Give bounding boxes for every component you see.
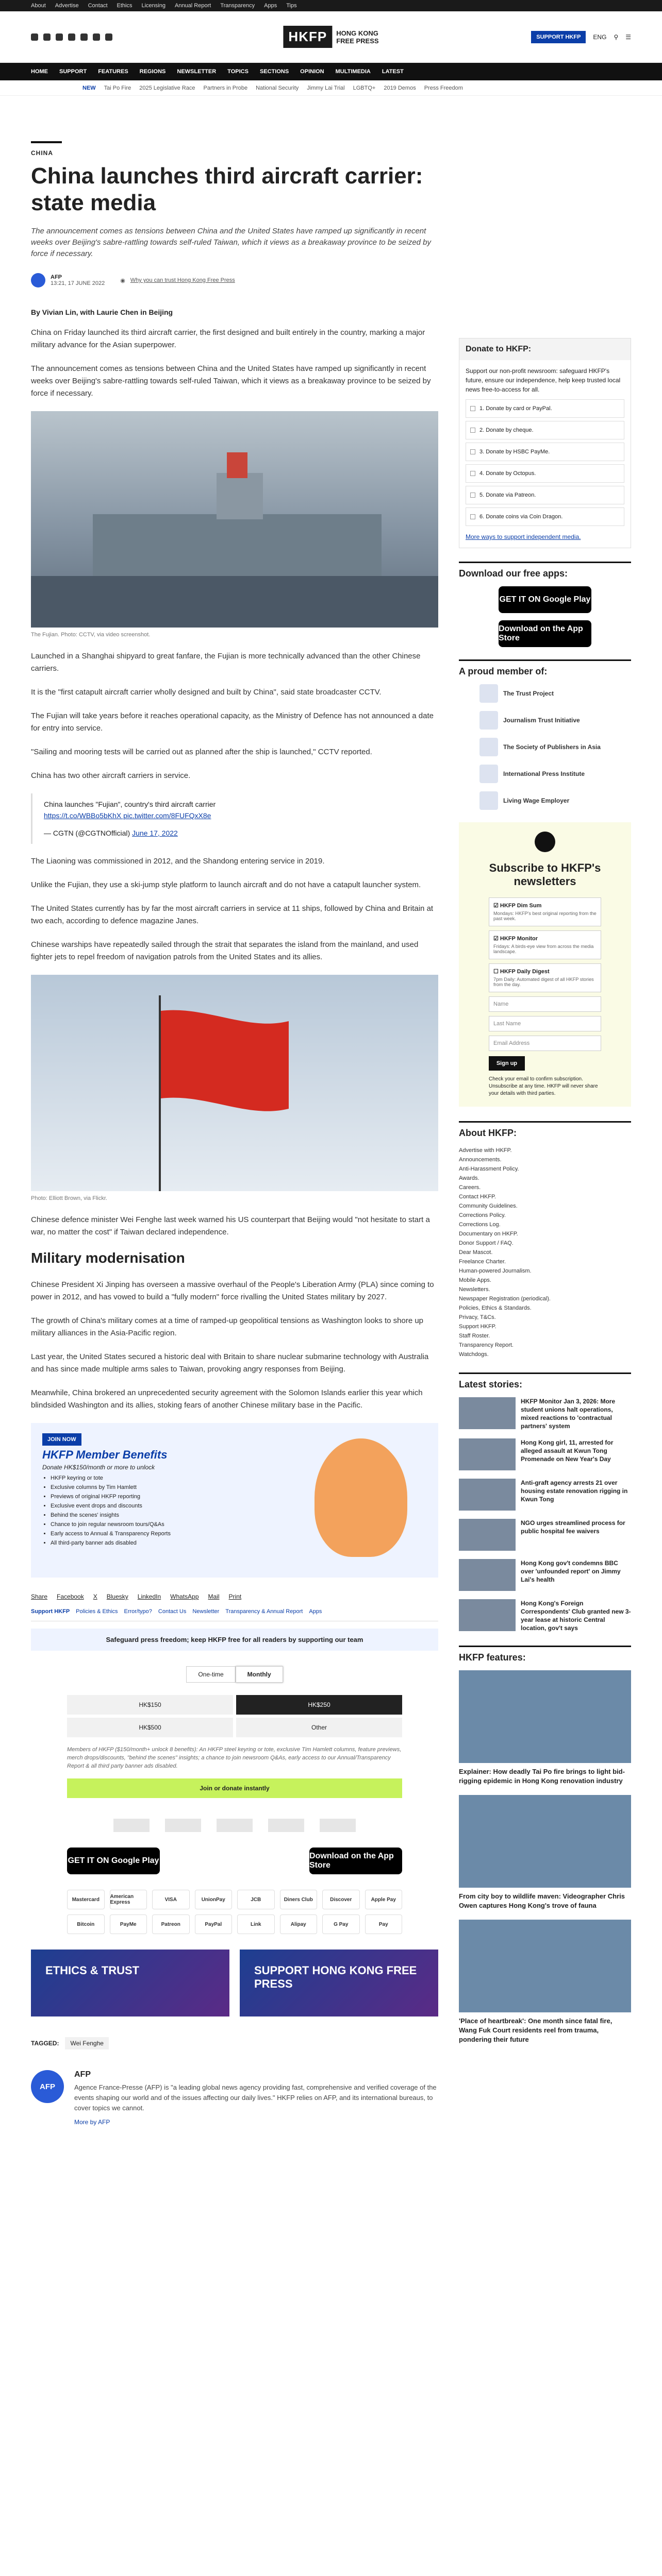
pay-icon: Pay — [365, 1914, 403, 1934]
sidebar — [459, 96, 631, 2141]
donate-option[interactable]: 6. Donate coins via Coin Dragon. — [466, 507, 624, 526]
flag-illustration — [31, 975, 438, 1191]
benefit-item: • HKFP keyring or tote — [51, 1475, 427, 1481]
top-utility-bar — [0, 0, 662, 11]
article-category[interactable]: CHINA — [31, 149, 53, 157]
paragraph: The Liaoning was commissioned in 2012, and the Shandong entering service in 2019. — [31, 857, 325, 866]
apps-heading: Download our free apps: — [459, 562, 631, 579]
latest-story[interactable]: Anti-graft agency arrests 21 over housing estate renovation rigging in Kwun Tong — [459, 1479, 631, 1511]
nav-opinion[interactable]: OPINION — [300, 69, 324, 75]
sidebar-google-play-button[interactable]: GET IT ON Google Play — [499, 586, 591, 613]
living-wage-logo — [320, 1819, 356, 1832]
amount-option-selected[interactable]: HK$250 — [236, 1695, 402, 1715]
about-link[interactable]: Advertise with HKFP. — [459, 1147, 512, 1154]
logo-text: HONG KONG FREE PRESS — [336, 29, 379, 45]
paragraph: The growth of China's military comes at a time of ramped-up geopolitical tensions as Washington looks to shore up military alliances in the Asia-Pacific region. — [31, 1316, 424, 1337]
latest-story[interactable]: Hong Kong's Foreign Correspondents' Club granted new 3-year lease at historic Central location, gov't says — [459, 1599, 631, 1632]
apple-pay-icon: Apple Pay — [365, 1890, 403, 1909]
paragraph: Meanwhile, China brokered an unprecedented security agreement with the Solomon Islands earlier this year which blindsided Washington and its allies, stoking fears of another Chinese military base in the Pacific. — [31, 1388, 423, 1410]
topbar-link-about[interactable]: About — [31, 3, 46, 9]
about-link[interactable]: Corrections Policy. — [459, 1212, 506, 1218]
feature-story[interactable]: Explainer: How deadly Tai Po fire brings to light bid-rigging epidemic in Hong Kong renovation industry — [459, 1670, 631, 1786]
author-box — [31, 2070, 438, 2126]
app-store-button[interactable]: Download on the App Store — [309, 1848, 402, 1874]
carrier-illustration — [31, 411, 438, 628]
newsletter-widget — [459, 822, 631, 1107]
join-now-badge[interactable]: JOIN NOW — [42, 1433, 81, 1446]
about-heading: About HKFP: — [459, 1121, 631, 1139]
newsletter-option[interactable]: ☑ HKFP Monitor Fridays: A birds-eye view from across the media landscape. — [489, 930, 601, 959]
story-thumbnail — [459, 1479, 516, 1511]
visa-icon: VISA — [152, 1890, 190, 1909]
byline-agency[interactable]: AFP — [51, 274, 62, 280]
topbar-link-annual-report[interactable]: Annual Report — [174, 3, 211, 9]
topbar-link-licensing[interactable]: Licensing — [141, 3, 166, 9]
paragraph: It is the "first catapult aircraft carrier wholly designed and built by China", said state broadcaster CCTV. — [31, 688, 382, 697]
author-avatar: AFP — [31, 2070, 64, 2103]
proud-member-list — [459, 684, 631, 810]
donation-frequency-toggle — [31, 1666, 438, 1683]
share-facebook[interactable]: Facebook — [57, 1593, 84, 1600]
tweet-date-link[interactable]: June 17, 2022 — [132, 829, 178, 837]
feature-story[interactable]: 'Place of heartbreak': One month since fatal fire, Wang Fuk Court residents reel from trauma, pondering their future — [459, 1920, 631, 2044]
discover-icon: Discover — [322, 1890, 360, 1909]
donation-amounts — [67, 1695, 402, 1737]
promo-subtitle: Donate HK$150/month or more to unlock — [42, 1464, 155, 1471]
about-link[interactable]: Documentary on HKFP. — [459, 1231, 518, 1237]
trending-bar — [0, 80, 662, 96]
latest-heading: Latest stories: — [459, 1372, 631, 1390]
paragraph: Last year, the United States secured a historic deal with Britain to share nuclear submarine technology with Australia and has since made multiple arms sales to Taiwan, provoking angry responses from Beijing. — [31, 1352, 429, 1374]
latest-story[interactable]: Hong Kong gov't condemns BBC over 'unfounded report' on Jimmy Lai's health — [459, 1559, 631, 1591]
about-link[interactable]: Dear Mascot. — [459, 1249, 493, 1256]
amount-option[interactable]: HK$150 — [67, 1695, 233, 1715]
about-link[interactable]: Watchdogs. — [459, 1351, 489, 1358]
donate-option[interactable]: 5. Donate via Patreon. — [466, 486, 624, 504]
latest-story[interactable]: Hong Kong girl, 11, arrested for alleged assault at Kwun Tong Promenade on New Year's Day — [459, 1438, 631, 1470]
share-linkedin[interactable]: LinkedIn — [137, 1593, 161, 1600]
story-thumbnail — [459, 1559, 516, 1591]
trending-link[interactable]: Tai Po Fire — [104, 84, 131, 91]
feature-story[interactable]: From city boy to wildlife maven: Videographer Chris Owen captures Hong Kong's trove of fauna — [459, 1795, 631, 1910]
article-title: China launches third aircraft carrier: state media — [31, 163, 423, 215]
instagram-icon[interactable] — [56, 33, 63, 41]
mastercard-icon: Mastercard — [67, 1890, 105, 1909]
trending-link[interactable]: 2025 Legislative Race — [139, 84, 195, 91]
author-bio: Agence France-Presse (AFP) is "a leading global news agency providing fast, comprehensive and verified coverage of the events shaping our world and of the issues affecting our daily lives." HKFP relies on AFP, and its international bureaus, to cover topics we cannot. — [74, 2083, 437, 2112]
amex-icon: American Express — [110, 1890, 147, 1909]
benefit-item: • Behind the scenes' insights — [51, 1512, 427, 1518]
signup-button[interactable]: Sign up — [489, 1056, 525, 1071]
nav-multimedia[interactable]: MULTIMEDIA — [335, 69, 371, 75]
about-link[interactable]: Transparency Report. — [459, 1342, 514, 1348]
newsletter-option[interactable]: ☐ HKFP Daily Digest 7pm Daily: Automated digest of all HKFP stories from the day. — [489, 963, 601, 992]
newsletter-note: Check your email to confirm subscription. Unsubscribe at any time. HKFP will never share your details with third parties. — [489, 1076, 598, 1096]
share-bar — [31, 1593, 438, 1600]
site-logo[interactable] — [283, 26, 378, 48]
about-link[interactable]: Careers. — [459, 1184, 481, 1191]
link-icon: Link — [237, 1914, 275, 1934]
transparency-link[interactable]: Transparency & Annual Report — [225, 1608, 303, 1615]
logo-mark: HKFP — [283, 26, 332, 48]
about-link[interactable]: Community Guidelines. — [459, 1203, 518, 1209]
member-logos — [31, 1819, 438, 1832]
contact-link[interactable]: Contact Us — [158, 1608, 187, 1615]
youtube-icon[interactable] — [68, 33, 75, 41]
menu-icon[interactable]: ☰ — [625, 33, 631, 41]
tab-one-time[interactable]: One-time — [186, 1666, 235, 1683]
about-link[interactable]: Newsletters. — [459, 1286, 490, 1293]
share-whatsapp[interactable]: WhatsApp — [170, 1593, 199, 1600]
proud-member-heading: A proud member of: — [459, 659, 631, 677]
masthead — [0, 11, 662, 63]
about-link[interactable]: Privacy, T&Cs. — [459, 1314, 496, 1320]
linkedin-icon[interactable] — [80, 33, 88, 41]
author-name[interactable]: AFP — [74, 2070, 91, 2079]
bitcoin-icon: Bitcoin — [67, 1914, 105, 1934]
donate-option[interactable]: 4. Donate by Octopus. — [466, 464, 624, 483]
topbar-link-apps[interactable]: Apps — [264, 3, 277, 9]
page-body — [0, 96, 662, 2141]
trust-project-logo — [113, 1819, 150, 1832]
search-icon[interactable]: ⚲ — [614, 33, 619, 41]
error-link[interactable]: Error/typo? — [124, 1608, 152, 1615]
support-hkfp-banner[interactable]: SUPPORT HONG KONG FREE PRESS — [240, 1950, 438, 2016]
main-nav — [0, 63, 662, 80]
threads-icon[interactable] — [105, 33, 112, 41]
paragraph: Chinese warships have repeatedly sailed through the strait that separates the island from the mainland, and used fighter jets to repel freedom of navigation patrols from the United States and its allies. — [31, 940, 419, 961]
member-org[interactable]: Journalism Trust Initiative — [479, 711, 631, 730]
share-x[interactable]: X — [93, 1593, 97, 1600]
patreon-icon: Patreon — [152, 1914, 190, 1934]
email-input[interactable]: Email Address — [489, 1036, 601, 1051]
payment-methods — [31, 1890, 438, 1934]
topbar-link-transparency[interactable]: Transparency — [220, 3, 255, 9]
story-thumbnail — [459, 1438, 516, 1470]
paragraph: The Fujian will take years before it reaches operational capacity, as the Ministry of Defence has not announced a date for entry into service. — [31, 711, 434, 733]
newsletter-icon — [535, 832, 555, 852]
unionpay-icon: UnionPay — [195, 1890, 233, 1909]
latest-story[interactable]: HKFP Monitor Jan 3, 2026: More student unions halt operations, mixed reactions to 'contractual partners' system — [459, 1397, 631, 1430]
support-hkfp-button[interactable]: SUPPORT HKFP — [531, 31, 586, 43]
bluesky-icon[interactable] — [93, 33, 100, 41]
more-by-author-link[interactable]: More by AFP — [74, 2119, 110, 2126]
payme-icon: PayMe — [110, 1914, 147, 1934]
amount-option[interactable]: HK$500 — [67, 1718, 233, 1737]
footer-links — [31, 1608, 438, 1621]
donate-banner[interactable]: Safeguard press freedom; keep HKFP free for all readers by supporting our team — [31, 1629, 438, 1651]
alipay-icon: Alipay — [280, 1914, 318, 1934]
byline-date: 13:21, 17 JUNE 2022 — [51, 280, 105, 286]
sopa-logo — [217, 1819, 253, 1832]
tweet-link[interactable]: https://t.co/WBBo5bKhX pic.twitter.com/8FUFQxX8e — [44, 811, 211, 820]
feature-image — [459, 1920, 631, 2012]
paragraph: "Sailing and mooring tests will be carried out as planned after the ship is launched," CCTV reported. — [31, 748, 372, 756]
donate-widget-title: Donate to HKFP: — [459, 338, 631, 360]
nav-features[interactable]: FEATURES — [98, 69, 128, 75]
nav-topics[interactable]: TOPICS — [227, 69, 249, 75]
join-donate-button[interactable]: Join or donate instantly — [67, 1778, 402, 1798]
trending-link[interactable]: 2019 Demos — [384, 84, 416, 91]
byline — [31, 273, 438, 287]
donate-option[interactable]: 2. Donate by cheque. — [466, 421, 624, 439]
trending-link[interactable]: Press Freedom — [424, 84, 463, 91]
nav-latest[interactable]: LATEST — [382, 69, 404, 75]
trending-link[interactable]: Partners in Probe — [203, 84, 248, 91]
tweet-author: — CGTN (@CGTNOfficial) — [44, 829, 130, 837]
paypal-icon: PayPal — [195, 1914, 233, 1934]
topbar-link-ethics[interactable]: Ethics — [117, 3, 133, 9]
agency-avatar — [31, 273, 45, 287]
benefit-item: • Exclusive columns by Tim Hamlett — [51, 1484, 427, 1490]
feature-image — [459, 1670, 631, 1763]
donate-intro[interactable]: Support our non-profit newsroom: safeguard HKFP's future, ensure our independence, help keep trusted local news free-to-access for all. — [466, 367, 621, 393]
photo-caption: Photo: Elliott Brown, via Flickr. — [31, 1195, 107, 1201]
about-link[interactable]: Announcements. — [459, 1157, 502, 1163]
story-thumbnail — [459, 1397, 516, 1429]
donate-widget — [459, 338, 631, 548]
name-input[interactable]: Name — [489, 996, 601, 1012]
article-dek: The announcement comes as tensions between China and the United States have ramped up significantly in recent weeks over Beijing's sabre-rattling towards self-ruled Taiwan, which it views as a breakaway province to be seized by force if necessary. — [31, 227, 432, 258]
latest-list — [459, 1397, 631, 1632]
kicker-rule — [31, 141, 62, 143]
promo-title: HKFP Member Benefits — [42, 1448, 168, 1461]
paragraph: China has two other aircraft carriers in service. — [31, 771, 191, 780]
last-name-input[interactable]: Last Name — [489, 1016, 601, 1031]
tag-item[interactable]: Wei Fenghe — [65, 2037, 108, 2049]
topbar-link-tips[interactable]: Tips — [286, 3, 297, 9]
member-org[interactable]: International Press Institute — [479, 765, 631, 783]
trending-link[interactable]: Jimmy Lai Trial — [307, 84, 345, 91]
why-trust-link[interactable]: Why you can trust Hong Kong Free Press — [130, 277, 235, 283]
tweet-text: China launches "Fujian", country's third aircraft carrier — [44, 800, 216, 808]
more-ways-link[interactable]: More ways to support independent media. — [466, 533, 581, 540]
about-link[interactable]: Mobile Apps. — [459, 1277, 491, 1283]
member-org[interactable]: The Society of Publishers in Asia — [479, 738, 631, 756]
jti-logo — [165, 1819, 201, 1832]
app-store-buttons — [31, 1848, 438, 1874]
about-link[interactable]: Corrections Log. — [459, 1222, 501, 1228]
new-label: NEW — [82, 84, 96, 91]
nav-support[interactable]: SUPPORT — [59, 69, 87, 75]
masthead-actions — [531, 31, 631, 43]
apps-link[interactable]: Apps — [309, 1608, 322, 1615]
paragraph: The announcement comes as tensions between China and the United States have ramped up significantly in recent weeks over Beijing's sabre-rattling towards self-ruled Taiwan, which it views as a breakaway province to be seized by force if necessary. — [31, 364, 431, 398]
about-link[interactable]: Human-powered Journalism. — [459, 1268, 532, 1274]
newsletter-title: Subscribe to HKFP's newsletters — [489, 861, 601, 888]
share-mail[interactable]: Mail — [208, 1593, 220, 1600]
benefit-item: • Previews of original HKFP reporting — [51, 1494, 427, 1500]
article — [31, 96, 438, 2141]
social-icons — [31, 33, 112, 41]
about-link[interactable]: Awards. — [459, 1175, 479, 1181]
about-link[interactable]: Donor Support / FAQ. — [459, 1240, 514, 1246]
google-play-button[interactable]: GET IT ON Google Play — [67, 1848, 160, 1874]
benefit-item: • Chance to join regular newsroom tours/Q&As — [51, 1521, 427, 1528]
facebook-icon[interactable] — [31, 33, 38, 41]
benefit-item: • Exclusive event drops and discounts — [51, 1503, 427, 1509]
flag-photo — [31, 975, 438, 1191]
about-link[interactable]: Policies, Ethics & Standards. — [459, 1305, 532, 1311]
support-link[interactable]: Support HKFP — [31, 1608, 70, 1615]
tab-monthly[interactable]: Monthly — [236, 1666, 283, 1683]
member-note: Members of HKFP ($150/month+ unlock 8 benefits): An HKFP steel keyring or tote, exclusive Tim Hamlett columns, feature previews, merch drops/discounts, "behind the scenes" insights; a chance to join newsroom Q&As, early access to our Annual/Transparency Report & all third party banner ads disabled. — [67, 1747, 402, 1769]
about-link[interactable]: Freelance Charter. — [459, 1259, 506, 1265]
photo-caption: The Fujian. Photo: CCTV, via video screenshot. — [31, 632, 151, 638]
topbar-link-advertise[interactable]: Advertise — [55, 3, 79, 9]
donate-option[interactable]: 3. Donate by HSBC PayMe. — [466, 443, 624, 461]
embedded-tweet — [31, 793, 438, 844]
story-thumbnail — [459, 1599, 516, 1631]
share-print[interactable]: Print — [228, 1593, 242, 1600]
nav-home[interactable]: HOME — [31, 69, 48, 75]
tags — [31, 2037, 438, 2049]
paragraph: The United States currently has by far the most aircraft carriers in service at 11 ships, followed by China and Britain at two each, according to defence magazine Janes. — [31, 904, 434, 925]
carrier-photo — [31, 411, 438, 628]
amount-option[interactable]: Other — [236, 1718, 402, 1737]
jcb-icon: JCB — [237, 1890, 275, 1909]
topbar-link-contact[interactable]: Contact — [88, 3, 108, 9]
nav-newsletter[interactable]: NEWSLETTER — [177, 69, 217, 75]
share-label: Share — [31, 1593, 48, 1600]
about-link[interactable]: Newspaper Registration (periodical). — [459, 1296, 551, 1302]
share-bluesky[interactable]: Bluesky — [106, 1593, 128, 1600]
about-link[interactable]: Staff Roster. — [459, 1333, 490, 1339]
newsletter-link[interactable]: Newsletter — [192, 1608, 220, 1615]
paragraph: Unlike the Fujian, they use a ski-jump style platform to launch aircraft and do not have a catapult launcher system. — [31, 880, 421, 889]
paragraph: China on Friday launched its third aircraft carrier, the first designed and built entirely in the country, marking a major military advance for the Asian superpower. — [31, 328, 425, 349]
paragraph: Chinese defence minister Wei Fenghe last week warned his US counterpart that Beijing would "not hesitate to start a war, no matter the cost" if Taiwan declared independence. — [31, 1215, 430, 1236]
trending-link[interactable]: National Security — [256, 84, 299, 91]
promo-banners — [31, 1950, 438, 2016]
nav-regions[interactable]: REGIONS — [139, 69, 166, 75]
story-thumbnail — [459, 1519, 516, 1551]
sidebar-app-store-button[interactable]: Download on the App Store — [499, 620, 591, 647]
language-switch[interactable]: ENG — [593, 33, 607, 41]
mascot-bear-illustration — [315, 1438, 407, 1557]
member-org[interactable]: Living Wage Employer — [479, 791, 631, 810]
tagged-label: TAGGED: — [31, 2040, 59, 2047]
nav-sections[interactable]: SECTIONS — [259, 69, 289, 75]
latest-story[interactable]: NGO urges streamlined process for public hospital fee waivers — [459, 1519, 631, 1551]
diners-icon: Diners Club — [280, 1890, 318, 1909]
about-link[interactable]: Support HKFP. — [459, 1324, 496, 1330]
paragraph: Launched in a Shanghai shipyard to great fanfare, the Fujian is more technically advanced than the other Chinese carriers. — [31, 652, 421, 673]
x-icon[interactable] — [43, 33, 51, 41]
member-benefits-promo[interactable] — [31, 1423, 438, 1578]
paragraph: Chinese President Xi Jinping has overseen a massive overhaul of the People's Liberation Army (PLA) since coming to power in 2012, and has vowed to build a "fully modern" force rivalling the United States military by 2027. — [31, 1280, 434, 1301]
about-list — [459, 1146, 631, 1359]
ethics-trust-banner[interactable]: ETHICS & TRUST — [31, 1950, 229, 2016]
about-link[interactable]: Contact HKFP. — [459, 1194, 496, 1200]
feature-image — [459, 1795, 631, 1888]
about-link[interactable]: Anti-Harassment Policy. — [459, 1166, 519, 1172]
benefit-item: • Early access to Annual & Transparency Reports — [51, 1531, 427, 1537]
trust-icon: ◉ — [120, 277, 125, 284]
newsletter-option[interactable]: ☑ HKFP Dim Sum Mondays: HKFP's best original reporting from the past week. — [489, 897, 601, 926]
ipi-logo — [268, 1819, 304, 1832]
donate-option[interactable]: 1. Donate by card or PayPal. — [466, 399, 624, 418]
member-org[interactable]: The Trust Project — [479, 684, 631, 703]
section-heading: Military modernisation — [31, 1250, 185, 1266]
features-heading: HKFP features: — [459, 1646, 631, 1663]
article-author: By Vivian Lin, with Laurie Chen in Beijing — [31, 308, 173, 316]
trending-link[interactable]: LGBTQ+ — [353, 84, 376, 91]
policies-link[interactable]: Policies & Ethics — [76, 1608, 118, 1615]
benefit-item: • All third-party banner ads disabled — [51, 1540, 427, 1546]
google-pay-icon: G Pay — [322, 1914, 360, 1934]
